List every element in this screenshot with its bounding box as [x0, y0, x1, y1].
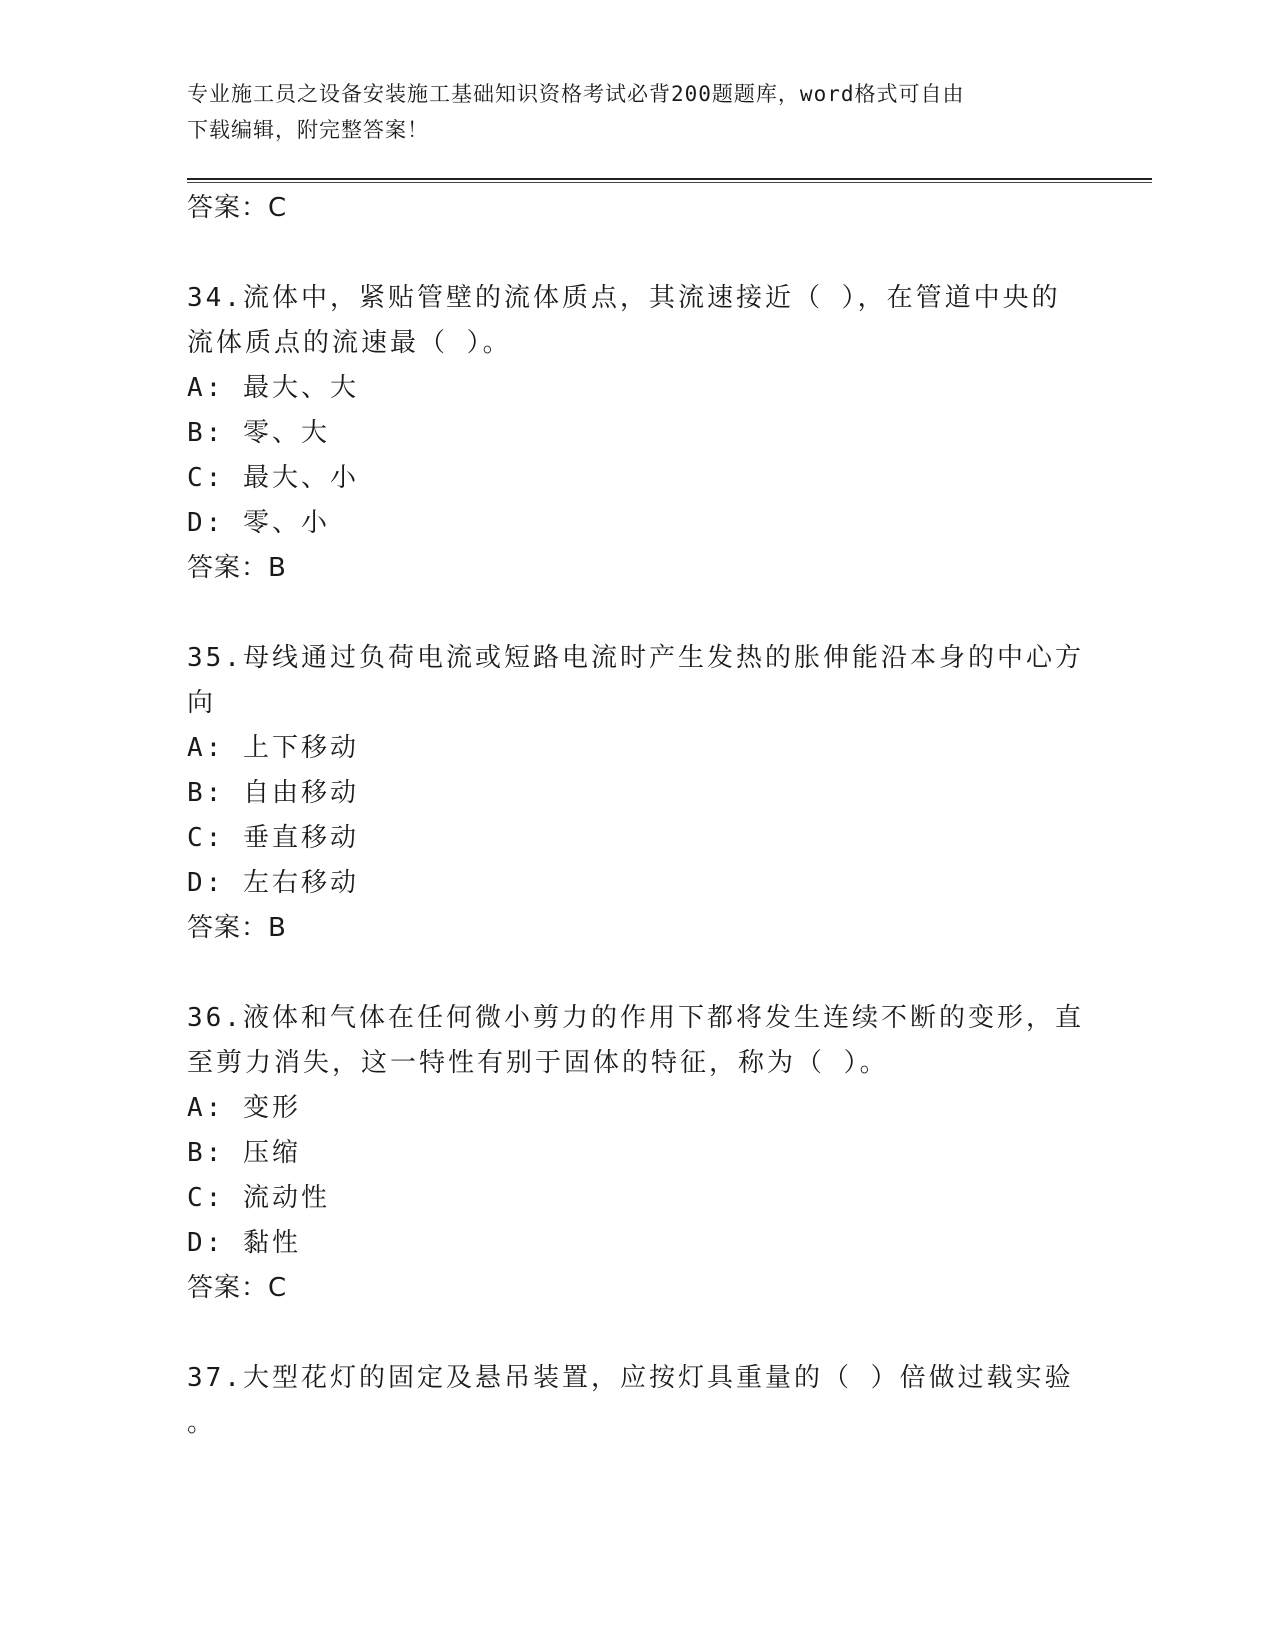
- question-35: [187, 636, 1087, 951]
- question-36-option-c: C: 流动性: [187, 1183, 330, 1213]
- header-line-1: 专业施工员之设备安装施工基础知识资格考试必背200题题库，word格式可自由: [187, 82, 965, 106]
- answer-35: 答案：B: [187, 913, 287, 943]
- answer-34: 答案：B: [187, 553, 287, 583]
- header-line-2: 下载编辑，附完整答案！: [187, 118, 429, 142]
- question-37: [187, 1356, 1087, 1446]
- question-34-option-c: C: 最大、小: [187, 463, 359, 493]
- question-35-line-2: 向: [187, 688, 217, 718]
- question-36-line-2: 至剪力消失，这一特性有别于固体的特征，称为（ ）。: [187, 1048, 889, 1078]
- question-36-option-a: A: 变形: [187, 1093, 301, 1123]
- header-divider-thick: [187, 178, 1152, 180]
- page-header: [187, 76, 1087, 148]
- question-36-option-d: D: 黏性: [187, 1228, 301, 1258]
- question-37-line-2: 。: [187, 1408, 217, 1438]
- question-35-option-d: D: 左右移动: [187, 868, 359, 898]
- answer-36: 答案：C: [187, 1273, 288, 1303]
- question-list: [187, 186, 1087, 1446]
- question-35-line-1: 35.母线通过负荷电流或短路电流时产生发热的胀伸能沿本身的中心方: [187, 643, 1084, 673]
- question-36-option-b: B: 压缩: [187, 1138, 301, 1168]
- answer-33: 答案：C: [187, 193, 288, 223]
- question-35-option-a: A: 上下移动: [187, 733, 359, 763]
- question-37-line-1: 37.大型花灯的固定及悬吊装置，应按灯具重量的（ ）倍做过载实验: [187, 1363, 1074, 1393]
- question-34-option-d: D: 零、小: [187, 508, 330, 538]
- question-35-option-c: C: 垂直移动: [187, 823, 359, 853]
- question-34-option-b: B: 零、大: [187, 418, 330, 448]
- question-36-line-1: 36.液体和气体在任何微小剪力的作用下都将发生连续不断的变形，直: [187, 1003, 1084, 1033]
- question-36: [187, 996, 1087, 1311]
- question-34-line-2: 流体质点的流速最（ ）。: [187, 328, 512, 358]
- question-34: [187, 276, 1087, 591]
- question-35-option-b: B: 自由移动: [187, 778, 359, 808]
- header-divider-thin: [187, 182, 1152, 183]
- question-34-line-1: 34.流体中，紧贴管壁的流体质点，其流速接近（ ），在管道中央的: [187, 283, 1061, 313]
- question-34-option-a: A: 最大、大: [187, 373, 359, 403]
